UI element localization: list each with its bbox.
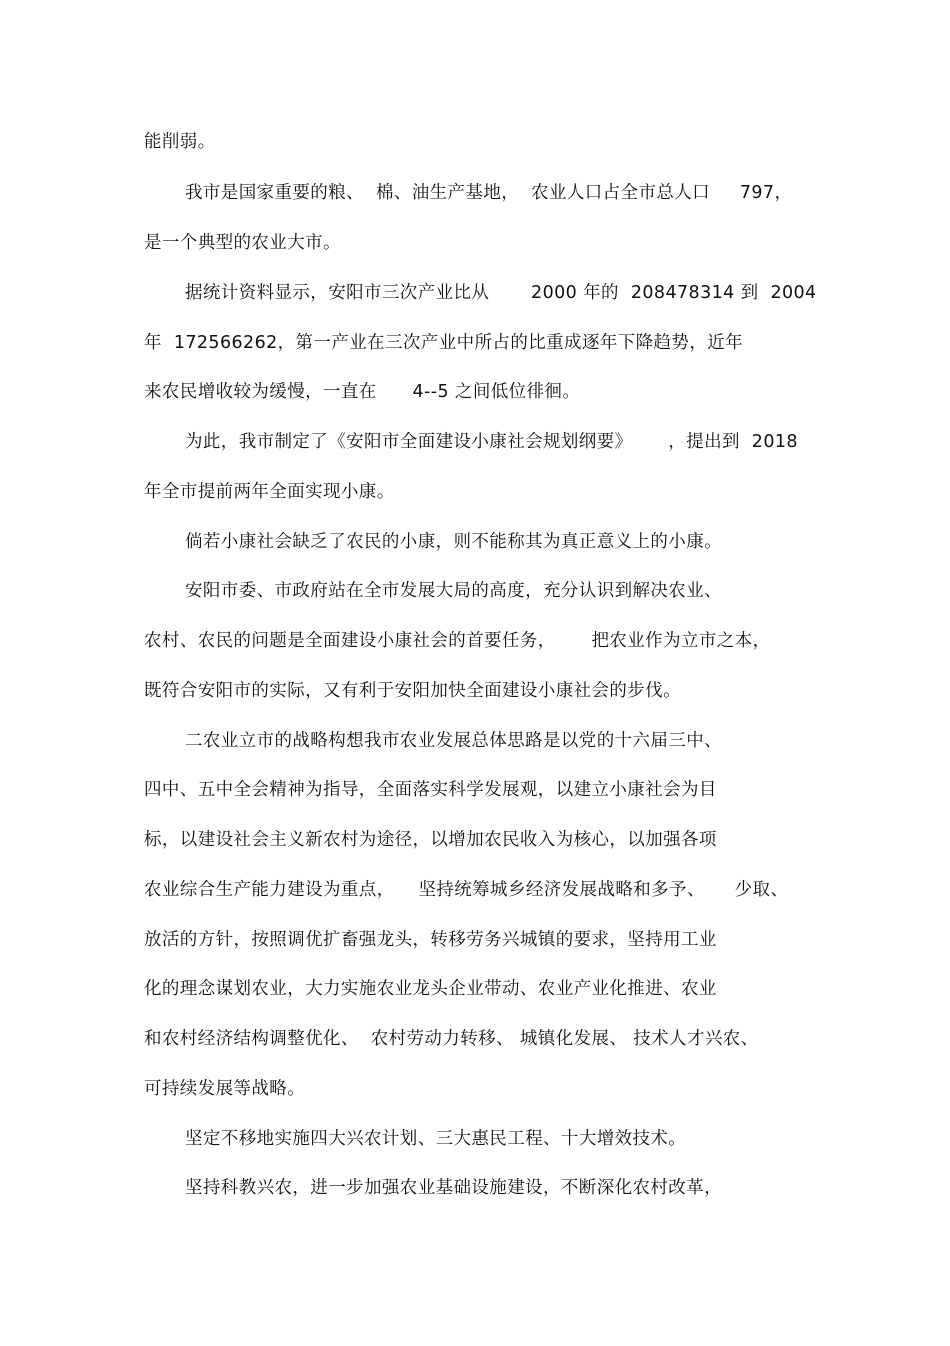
text-line: 为此，我市制定了《安阳市全面建设小康社会规划纲要》 ，提出到 2018 [185, 432, 798, 452]
text-line: 来农民增收较为缓慢，一直在 4--5 之间低位徘徊。 [144, 382, 581, 402]
text-line: 化的理念谋划农业，大力实施农业龙头企业带动、农业产业化推进、农业 [144, 979, 717, 999]
text-line: 坚定不移地实施四大兴农计划、三大惠民工程、十大增效技术。 [185, 1129, 687, 1149]
text-line: 农业综合生产能力建设为重点， 坚持统筹城乡经济发展战略和多予、 少取、 [144, 880, 789, 900]
text-line: 二农业立市的战略构想我市农业发展总体思路是以党的十六届三中、 [185, 731, 722, 751]
text-line: 年全市提前两年全面实现小康。 [144, 482, 395, 502]
text-line: 能削弱。 [144, 132, 216, 152]
text-line: 可持续发展等战略。 [144, 1079, 306, 1099]
text-line: 四中、五中全会精神为指导，全面落实科学发展观，以建立小康社会为目 [144, 780, 717, 800]
text-line: 安阳市委、市政府站在全市发展大局的高度，充分认识到解决农业、 [185, 581, 722, 601]
text-line: 和农村经济结构调整优化、 农村劳动力转移、 城镇化发展、 技术人才兴农、 [144, 1029, 759, 1049]
text-line: 标，以建设社会主义新农村为途径，以增加农民收入为核心，以加强各项 [144, 830, 717, 850]
text-line: 坚持科教兴农，进一步加强农业基础设施建设，不断深化农村改革， [185, 1178, 722, 1198]
text-line: 既符合安阳市的实际，又有利于安阳加快全面建设小康社会的步伐。 [144, 681, 681, 701]
text-line: 是一个典型的农业大市。 [144, 233, 341, 253]
text-line: 农村、农民的问题是全面建设小康社会的首要任务， 把农业作为立市之本， [144, 631, 771, 651]
text-line: 据统计资料显示，安阳市三次产业比从 2000 年的 208478314 到 2004 [185, 283, 817, 303]
text-line: 年 172566262，第一产业在三次产业中所占的比重成逐年下降趋势，近年 [144, 333, 744, 353]
text-line: 倘若小康社会缺乏了农民的小康，则不能称其为真正意义上的小康。 [185, 532, 722, 552]
text-line: 放活的方针，按照调优扩畜强龙头，转移劳务兴城镇的要求，坚持用工业 [144, 930, 717, 950]
text-line: 我市是国家重要的粮、 棉、油生产基地， 农业人口占全市总人口 797， [185, 183, 793, 203]
